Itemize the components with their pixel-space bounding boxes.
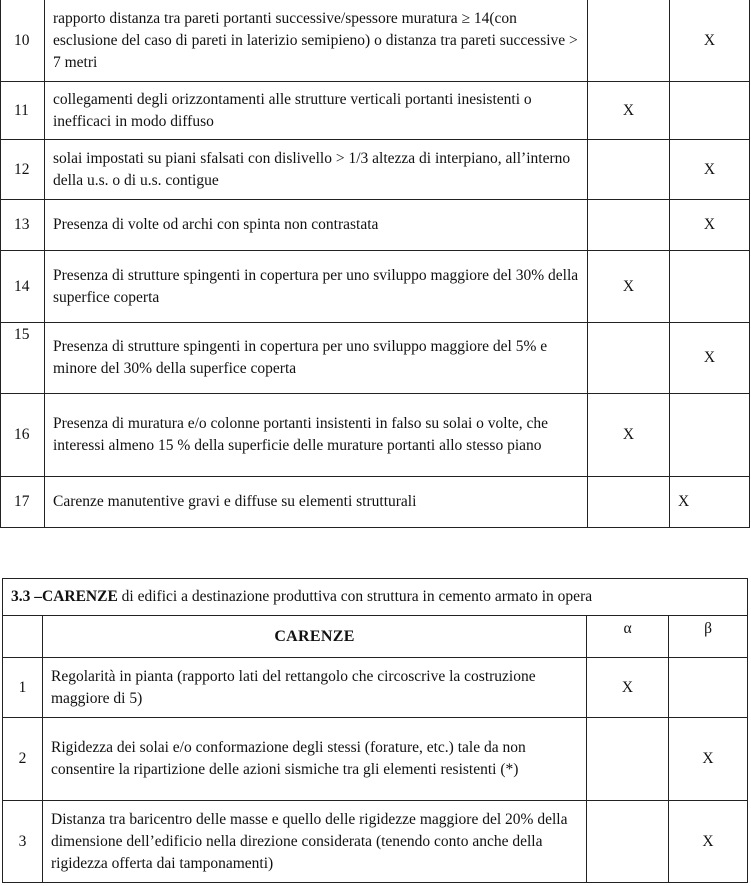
alpha-mark	[587, 718, 669, 801]
section-title-bold: CARENZE	[42, 588, 118, 605]
table-row	[1, 200, 750, 251]
row-description: collegamenti degli orizzontamenti alle strutture verticali portanti inesistenti o inefficaci in modo diffuso	[45, 82, 588, 140]
beta-mark: X	[669, 718, 748, 801]
row-number: 1	[3, 658, 43, 718]
row-description: Presenza di volte od archi con spinta non contrastata	[45, 200, 588, 251]
header-label: CARENZE	[43, 616, 587, 658]
alpha-mark	[587, 801, 669, 883]
beta-mark: X	[670, 323, 750, 394]
row-description: Distanza tra baricentro delle masse e quello delle rigidezze maggiore del 20% della dimensione dell’edificio nella direzione considerata (tenendo conto anche della rigidezza offerta dai tamponamenti)	[43, 801, 587, 883]
table-row	[3, 658, 748, 718]
beta-mark: X	[669, 801, 748, 883]
row-number: 10	[1, 0, 45, 82]
row-number: 3	[3, 801, 43, 883]
row-description: Presenza di strutture spingenti in copertura per uno sviluppo maggiore del 5% e minore del 30% della superfice coperta	[45, 323, 588, 394]
table-row	[1, 477, 750, 528]
beta-mark: X	[670, 200, 750, 251]
beta-mark	[670, 82, 750, 140]
alpha-mark	[588, 200, 670, 251]
table-row	[1, 140, 750, 200]
alpha-mark	[588, 140, 670, 200]
section-title	[3, 579, 748, 616]
alpha-mark: X	[587, 658, 669, 718]
row-number: 15	[1, 323, 45, 394]
row-description: solai impostati su piani sfalsati con dislivello > 1/3 altezza di interpiano, all’interno della u.s. o di u.s. contigue	[45, 140, 588, 200]
row-description: rapporto distanza tra pareti portanti successive/spessore muratura ≥ 14(con esclusione del caso di pareti in laterizio semipieno) o distanza tra pareti successive > 7 metri	[45, 0, 588, 82]
table-row	[3, 718, 748, 801]
row-description: Rigidezza dei solai e/o conformazione degli stessi (forature, etc.) tale da non consentire la ripartizione delle azioni sismiche tra gli elementi resistenti (*)	[43, 718, 587, 801]
alpha-mark: X	[588, 82, 670, 140]
table-row	[3, 801, 748, 883]
section-title-rest: di edifici a destinazione produttiva con struttura in cemento armato in opera	[117, 588, 593, 605]
section-title-row	[3, 579, 748, 616]
beta-mark	[669, 658, 748, 718]
row-number: 12	[1, 140, 45, 200]
beta-mark: X	[670, 477, 750, 528]
table-row	[1, 251, 750, 323]
row-number: 14	[1, 251, 45, 323]
row-number: 11	[1, 82, 45, 140]
table-row	[1, 82, 750, 140]
beta-mark: X	[670, 0, 750, 82]
beta-mark: X	[670, 140, 750, 200]
beta-mark	[670, 394, 750, 477]
alpha-mark	[588, 323, 670, 394]
table-row	[1, 0, 750, 82]
alpha-mark: X	[588, 251, 670, 323]
row-description: Presenza di muratura e/o colonne portanti insistenti in falso su solai o volte, che interessi almeno 15 % della superficie delle murature portanti allo stesso piano	[45, 394, 588, 477]
row-description: Regolarità in pianta (rapporto lati del rettangolo che circoscrive la costruzione maggiore di 5)	[43, 658, 587, 718]
table-row	[1, 323, 750, 394]
header-empty-cell	[3, 616, 43, 658]
alpha-mark	[588, 477, 670, 528]
deficiencies-table-concrete	[2, 578, 748, 883]
header-row	[3, 616, 748, 658]
row-number: 2	[3, 718, 43, 801]
row-description: Presenza di strutture spingenti in copertura per uno sviluppo maggiore del 30% della superfice coperta	[45, 251, 588, 323]
beta-mark	[670, 251, 750, 323]
row-number: 17	[1, 477, 45, 528]
header-beta: β	[669, 616, 748, 658]
header-alpha: α	[587, 616, 669, 658]
row-number: 13	[1, 200, 45, 251]
alpha-mark: X	[588, 394, 670, 477]
table-row	[1, 394, 750, 477]
alpha-mark	[588, 0, 670, 82]
row-description: Carenze manutentive gravi e diffuse su elementi strutturali	[45, 477, 588, 528]
section-title-prefix: 3.3 –	[11, 588, 42, 605]
row-number: 16	[1, 394, 45, 477]
